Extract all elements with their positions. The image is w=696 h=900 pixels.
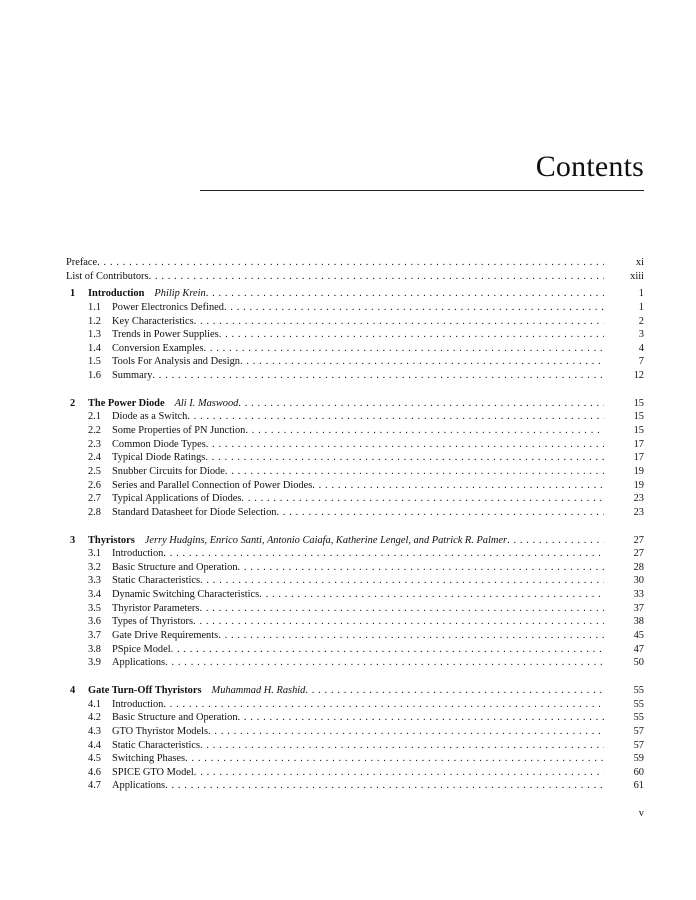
section-title: Standard Datasheet for Diode Selection <box>112 506 277 518</box>
toc-section-entry[interactable] <box>66 752 644 766</box>
section-number: 1.5 <box>88 356 101 368</box>
entry-text <box>66 711 604 725</box>
page-ref: 38 <box>633 616 644 628</box>
page-ref: 23 <box>633 493 644 505</box>
page-ref: 19 <box>633 465 644 477</box>
section-title: Thyristor Parameters <box>112 602 200 614</box>
entry-text <box>66 656 604 670</box>
entry-text <box>66 301 604 315</box>
toc-section-entry[interactable] <box>66 711 644 725</box>
toc-section-entry[interactable] <box>66 369 644 383</box>
page-ref: 1 <box>638 301 644 313</box>
dot-leader <box>507 534 604 548</box>
entry-text <box>66 479 604 493</box>
section-number: 2.4 <box>88 452 101 464</box>
section-number: 3.9 <box>88 657 101 669</box>
section-number: 2.2 <box>88 425 101 437</box>
dot-leader <box>152 369 604 383</box>
section-title: Static Characteristics <box>112 575 201 587</box>
dot-leader <box>240 355 604 369</box>
page-ref: 15 <box>633 425 644 437</box>
page-ref: 55 <box>633 684 644 696</box>
entry-text <box>66 369 604 383</box>
toc-section-entry[interactable] <box>66 766 644 780</box>
toc-chapter-entry[interactable] <box>66 397 644 411</box>
toc-section-entry[interactable] <box>66 656 644 670</box>
dot-leader <box>305 684 604 698</box>
entry-text <box>66 492 604 506</box>
entry-text <box>66 615 604 629</box>
toc-section-entry[interactable] <box>66 725 644 739</box>
entry-text <box>66 779 604 793</box>
dot-leader <box>165 656 604 670</box>
toc-section-entry[interactable] <box>66 424 644 438</box>
entry-text <box>66 588 604 602</box>
toc-section-entry[interactable] <box>66 451 644 465</box>
page-ref: 47 <box>633 643 644 655</box>
entry-text <box>66 424 604 438</box>
dot-leader <box>259 588 604 602</box>
dot-leader <box>193 615 604 629</box>
dot-leader <box>225 465 604 479</box>
entry-text <box>66 643 604 657</box>
page-ref: 37 <box>633 602 644 614</box>
toc-section-entry[interactable] <box>66 315 644 329</box>
section-number: 3.3 <box>88 575 101 587</box>
entry-text <box>66 410 604 424</box>
entry-title: List of Contributors <box>66 270 149 282</box>
toc-section-entry[interactable] <box>66 301 644 315</box>
dot-leader <box>97 256 604 270</box>
entry-text <box>66 397 604 411</box>
page-ref: 55 <box>633 712 644 724</box>
section-title: PSpice Model <box>112 643 171 655</box>
section-number: 2.7 <box>88 493 101 505</box>
toc-section-entry[interactable] <box>66 355 644 369</box>
entry-text <box>66 256 604 270</box>
toc-section-entry[interactable] <box>66 328 644 342</box>
chapter-number: 4 <box>70 684 76 696</box>
section-title: GTO Thyristor Models <box>112 725 209 737</box>
toc-front-matter-entry[interactable] <box>66 270 644 284</box>
dot-leader <box>171 643 604 657</box>
dot-leader <box>205 451 604 465</box>
entry-text <box>66 355 604 369</box>
section-number: 1.2 <box>88 315 101 327</box>
section-title: Gate Drive Requirements <box>112 630 219 642</box>
entry-text <box>66 315 604 329</box>
dot-leader <box>163 698 604 712</box>
dot-leader <box>276 506 604 520</box>
dot-leader <box>194 766 604 780</box>
toc-section-entry[interactable] <box>66 342 644 356</box>
dot-leader <box>218 629 604 643</box>
section-number: 4.6 <box>88 766 101 778</box>
dot-leader <box>312 479 604 493</box>
section-title: Conversion Examples <box>112 342 204 354</box>
section-number: 4.1 <box>88 698 101 710</box>
dot-leader <box>206 287 604 301</box>
section-number: 3.4 <box>88 589 101 601</box>
page-title: Contents <box>535 150 644 183</box>
toc-section-entry[interactable] <box>66 739 644 753</box>
entry-text <box>66 287 604 301</box>
section-title: Types of Thyristors <box>112 616 194 628</box>
section-number: 1.6 <box>88 370 101 382</box>
entry-text <box>66 451 604 465</box>
title-rule <box>200 190 644 191</box>
entry-title: Preface <box>66 257 98 268</box>
toc-section-entry[interactable] <box>66 465 644 479</box>
section-title: Switching Phases <box>112 753 186 765</box>
chapter-title: Thyristors <box>88 534 135 546</box>
page-ref: 12 <box>633 370 644 382</box>
toc-section-entry[interactable] <box>66 574 644 588</box>
section-number: 2.1 <box>88 411 101 423</box>
toc-chapter-entry[interactable] <box>66 684 644 698</box>
dot-leader <box>208 725 604 739</box>
page-ref: 30 <box>633 575 644 587</box>
section-title: Series and Parallel Connection of Power Diodes <box>112 479 313 491</box>
toc-section-entry[interactable] <box>66 479 644 493</box>
section-title: Static Characteristics <box>112 739 201 751</box>
section-number: 4.7 <box>88 780 101 792</box>
toc-section-entry[interactable] <box>66 615 644 629</box>
chapter-number: 3 <box>70 534 76 546</box>
section-number: 4.4 <box>88 739 101 751</box>
page-ref: 15 <box>633 397 644 409</box>
section-number: 3.1 <box>88 548 101 560</box>
section-number: 2.8 <box>88 506 101 518</box>
entry-text <box>66 725 604 739</box>
page-ref: 27 <box>633 534 644 546</box>
page-ref: 61 <box>633 780 644 792</box>
page-ref: 4 <box>638 342 644 354</box>
chapter-spacer <box>66 670 644 684</box>
toc-section-entry[interactable] <box>66 438 644 452</box>
section-title: Basic Structure and Operation <box>112 561 238 573</box>
toc-chapter-entry[interactable] <box>66 534 644 548</box>
entry-text <box>66 534 604 548</box>
page-ref: 19 <box>633 479 644 491</box>
chapter-title: Introduction <box>88 288 145 300</box>
page-number: v <box>638 808 644 819</box>
dot-leader <box>206 438 604 452</box>
toc-chapter-entry[interactable] <box>66 287 644 301</box>
entry-text <box>66 739 604 753</box>
toc-section-entry[interactable] <box>66 492 644 506</box>
entry-text <box>66 629 604 643</box>
entry-text <box>66 506 604 520</box>
section-title: Tools For Analysis and Design <box>112 356 240 368</box>
section-title: Applications <box>112 780 166 792</box>
page-ref: 2 <box>638 315 644 327</box>
section-number: 3.6 <box>88 616 101 628</box>
chapter-title: The Power Diode <box>88 397 165 409</box>
toc-section-entry[interactable] <box>66 779 644 793</box>
page-ref: 28 <box>633 561 644 573</box>
section-title: Common Diode Types <box>112 438 206 450</box>
dot-leader <box>219 328 604 342</box>
page-ref: 7 <box>638 356 644 368</box>
section-title: Introduction <box>112 548 164 560</box>
chapter-spacer <box>66 520 644 534</box>
dot-leader <box>149 270 604 284</box>
dot-leader <box>163 547 604 561</box>
section-title: Some Properties of PN Junction <box>112 425 246 437</box>
section-number: 3.7 <box>88 630 101 642</box>
page-ref: 59 <box>633 753 644 765</box>
section-number: 2.6 <box>88 479 101 491</box>
entry-text <box>66 752 604 766</box>
page-ref: 50 <box>633 657 644 669</box>
dot-leader <box>185 752 604 766</box>
toc-section-entry[interactable] <box>66 602 644 616</box>
section-title: Trends in Power Supplies <box>112 329 219 341</box>
section-title: Power Electronics Defined <box>112 301 224 313</box>
page-ref: 33 <box>633 589 644 601</box>
dot-leader <box>238 397 604 411</box>
toc-front-matter-entry[interactable] <box>66 256 644 270</box>
page-ref: xi <box>635 257 644 268</box>
section-title: SPICE GTO Model <box>112 766 194 778</box>
page-ref: xiii <box>630 270 644 282</box>
page-ref: 23 <box>633 506 644 518</box>
toc-section-entry[interactable] <box>66 561 644 575</box>
toc-section-entry[interactable] <box>66 547 644 561</box>
section-number: 4.2 <box>88 712 101 724</box>
section-title: Key Characteristics <box>112 315 194 327</box>
chapter-title: Gate Turn-Off Thyristors <box>88 684 202 696</box>
section-number: 3.8 <box>88 643 101 655</box>
section-title: Summary <box>112 370 153 382</box>
section-title: Diode as a Switch <box>112 411 188 423</box>
entry-text <box>66 342 604 356</box>
entry-text <box>66 270 604 284</box>
page-ref: 3 <box>638 329 644 341</box>
page-ref: 57 <box>633 725 644 737</box>
page-ref: 15 <box>633 411 644 423</box>
toc-section-entry[interactable] <box>66 629 644 643</box>
entry-text <box>66 766 604 780</box>
section-number: 4.3 <box>88 725 101 737</box>
section-number: 1.4 <box>88 342 101 354</box>
chapter-author: Jerry Hudgins, Enrico Santi, Antonio Caiafa, Katherine Lengel, and Patrick R. Palmer <box>144 534 508 546</box>
page-ref: 60 <box>633 766 644 778</box>
section-number: 1.1 <box>88 301 101 313</box>
entry-text <box>66 602 604 616</box>
entry-text <box>66 574 604 588</box>
page-ref: 27 <box>633 548 644 560</box>
section-title: Introduction <box>112 698 164 710</box>
toc-section-entry[interactable] <box>66 410 644 424</box>
dot-leader <box>194 315 604 329</box>
dot-leader <box>199 602 604 616</box>
section-number: 3.5 <box>88 602 101 614</box>
section-number: 2.3 <box>88 438 101 450</box>
entry-text <box>66 438 604 452</box>
section-title: Basic Structure and Operation <box>112 712 238 724</box>
toc-section-entry[interactable] <box>66 698 644 712</box>
section-title: Dynamic Switching Characteristics <box>112 589 260 601</box>
entry-text <box>66 465 604 479</box>
page-ref: 1 <box>638 288 644 300</box>
chapter-number: 1 <box>70 288 76 300</box>
table-of-contents <box>66 256 644 793</box>
dot-leader <box>241 492 604 506</box>
section-title: Typical Diode Ratings <box>112 452 206 464</box>
section-title: Applications <box>112 657 166 669</box>
toc-section-entry[interactable] <box>66 643 644 657</box>
entry-text <box>66 328 604 342</box>
dot-leader <box>238 711 604 725</box>
page-ref: 17 <box>633 438 644 450</box>
dot-leader <box>245 424 604 438</box>
dot-leader <box>224 301 604 315</box>
dot-leader <box>200 574 604 588</box>
page-ref: 17 <box>633 452 644 464</box>
chapter-author: Muhammad H. Rashid <box>211 684 306 696</box>
dot-leader <box>165 779 604 793</box>
entry-text <box>66 547 604 561</box>
dot-leader <box>200 739 604 753</box>
dot-leader <box>203 342 604 356</box>
page-ref: 45 <box>633 630 644 642</box>
chapter-number: 2 <box>70 397 76 409</box>
entry-text <box>66 684 604 698</box>
page-ref: 55 <box>633 698 644 710</box>
dot-leader <box>238 561 604 575</box>
page-ref: 57 <box>633 739 644 751</box>
section-number: 2.5 <box>88 465 101 477</box>
section-number: 3.2 <box>88 561 101 573</box>
toc-section-entry[interactable] <box>66 506 644 520</box>
dot-leader <box>187 410 604 424</box>
section-number: 4.5 <box>88 753 101 765</box>
entry-text <box>66 698 604 712</box>
entry-text <box>66 561 604 575</box>
section-title: Snubber Circuits for Diode <box>112 465 225 477</box>
section-title: Typical Applications of Diodes <box>112 493 242 505</box>
chapter-author: Philip Krein <box>154 288 206 300</box>
section-number: 1.3 <box>88 329 101 341</box>
chapter-spacer <box>66 383 644 397</box>
chapter-author: Ali I. Maswood <box>174 397 239 409</box>
toc-section-entry[interactable] <box>66 588 644 602</box>
